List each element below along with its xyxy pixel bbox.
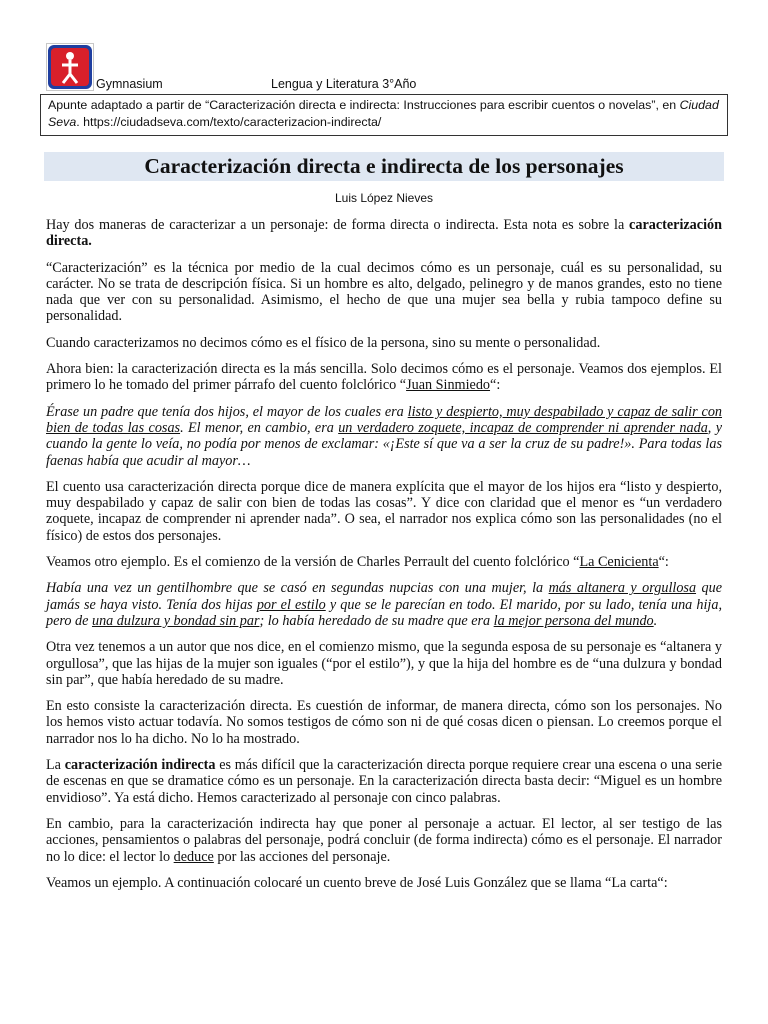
paragraph-7: Otra vez tenemos a un autor que nos dice, en el comienzo mismo, que la segunda esposa de su personaje es “altanera y orgullosa”, que las hijas de la mujer son iguales (“por el estilo”), y que la hija del hombre es de “una dulzura y bondad sin par”, que había heredado de su madre. <box>46 639 722 688</box>
paragraph-8: En esto consiste la caracterización directa. Es cuestión de informar, de manera directa, cómo son los personajes. No los hemos visto actuar todavía. No somos testigos de cómo son ni de qué cosas dicen o piensan. Lo creemos porque el narrador nos lo ha dicho. No lo ha mostrado. <box>46 698 722 747</box>
bold-term: caracterización directa. <box>46 217 722 250</box>
text: “: <box>658 554 669 571</box>
underlined-text: más altanera y orgullosa <box>548 580 697 597</box>
text: es más difícil que la caracterización directa porque requiere crear una escena o una serie de escenas en que se dramatice cómo es un personaje. En la caracterización directa basta decir: “Miguel es un hombre envidioso”. Ya está dicho. Hemos caracterizado al personaje con cinco palabras. <box>46 757 722 806</box>
text: . El menor, en cambio, era <box>180 419 339 436</box>
paragraph-2: “Caracterización” es la técnica por medio de la cual decimos cómo es un personaje, cuál es su personalidad, su carácter. No se trata de descripción física. Si un hombre es alto, delgado, pelinegro y de manos grandes, esto no tiene nada que ver con su personalidad. Asimismo, el hecho de que una mujer sea bella y rubia tampoco define su personalidad. <box>46 259 722 325</box>
underlined-text: deduce <box>173 848 214 865</box>
source-url[interactable]: . https://ciudadseva.com/texto/caracterizacion-indirecta/ <box>76 115 382 129</box>
text: Había una vez un gentilhombre que se casó en segundas nupcias con una mujer, la <box>46 580 549 597</box>
text: En cambio, para la caracterización indirecta hay que poner al personaje a actuar. El lector, al ser testigo de las acciones, pensamientos o palabras del personaje, podrá concluir (de forma indirecta) cómo es el personaje. El narrador no lo dice: el lector lo <box>46 815 722 865</box>
school-name: Gymnasium <box>96 77 163 91</box>
underlined-text: por el estilo <box>256 596 326 613</box>
paragraph-1 <box>46 217 722 250</box>
text: . <box>653 612 658 629</box>
source-prefix: Apunte adaptado a partir de “Caracterización directa e indirecta: Instrucciones para escribir cuentos o novelas”, en <box>48 98 680 112</box>
author: Luis López Nieves <box>334 191 434 205</box>
text: Veamos otro ejemplo. Es el comienzo de la versión de Charles Perrault del cuento folclórico “ <box>46 554 580 571</box>
quote-2 <box>46 580 722 629</box>
paragraph-10 <box>46 816 722 865</box>
subject-name: Lengua y Literatura 3°Año <box>271 77 417 91</box>
paragraph-6 <box>46 554 722 570</box>
text: , y cuando la gente lo veía, no podía por menos de exclamar: «¡Este sí que va a ser la cruz de su padre!». Para todas las faenas había que acudir al mayor… <box>46 419 722 469</box>
text: Érase un padre que tenía dos hijos, el mayor de los cuales era <box>46 403 408 420</box>
paragraph-11: Veamos un ejemplo. A continuación colocaré un cuento breve de José Luis González que se llama “La carta“: <box>46 874 668 891</box>
source-note <box>40 94 728 136</box>
page-title: Caracterización directa e indirecta de los personajes <box>44 152 724 181</box>
text: ; lo había heredado de su madre que era <box>259 612 494 629</box>
text: Ahora bien: la caracterización directa es la más sencilla. Solo decimos cómo es el personaje. Veamos dos ejemplos. El primero lo he tomado del primer párrafo del cuento folclórico “ <box>46 361 722 394</box>
text: “: <box>490 377 501 394</box>
paragraph-3: Cuando caracterizamos no decimos cómo es el físico de la persona, sino su mente o personalidad. <box>46 334 601 351</box>
underlined-text: una dulzura y bondad sin par <box>91 612 260 629</box>
text: que jamás se haya visto. Tenía dos hijas <box>46 580 722 613</box>
text: Hay dos maneras de caracterizar a un personaje: de forma directa o indirecta. Esta nota es sobre la <box>46 217 630 233</box>
paragraph-5: El cuento usa caracterización directa porque dice de manera explícita que el mayor de los hijos era “listo y despierto, muy despabilado y capaz de salir con bien de todas las cosas”. Y dice con claridad que el menor es “un verdadero zoquete, incapaz de comprender ni aprender nada”. O sea, el narrador nos explica cómo son las personalidades (no el físico) de estos dos personajes. <box>46 478 722 544</box>
article-body <box>46 217 722 901</box>
quote-1 <box>46 404 722 469</box>
text: por las acciones del personaje. <box>213 848 391 865</box>
link-la-cenicienta[interactable]: La Cenicienta <box>579 554 659 571</box>
link-juan-sinmiedo[interactable]: Juan Sinmiedo <box>406 377 491 394</box>
underlined-text: un verdadero zoquete, incapaz de comprender ni aprender nada <box>338 419 708 436</box>
underlined-text: la mejor persona del mundo <box>493 612 654 629</box>
paragraph-4 <box>46 361 722 394</box>
bold-term: caracterización indirecta <box>64 757 216 774</box>
source-site: Ciudad Seva <box>48 98 719 129</box>
school-logo-icon <box>46 43 94 91</box>
paragraph-9 <box>46 757 722 806</box>
underlined-text: listo y despierto, muy despabilado y capaz de salir con bien de todas las cosas <box>46 403 723 436</box>
text: La <box>46 757 65 774</box>
text: y que se le parecían en todo. El marido, por su lado, tenía una hija, pero de <box>46 596 722 629</box>
